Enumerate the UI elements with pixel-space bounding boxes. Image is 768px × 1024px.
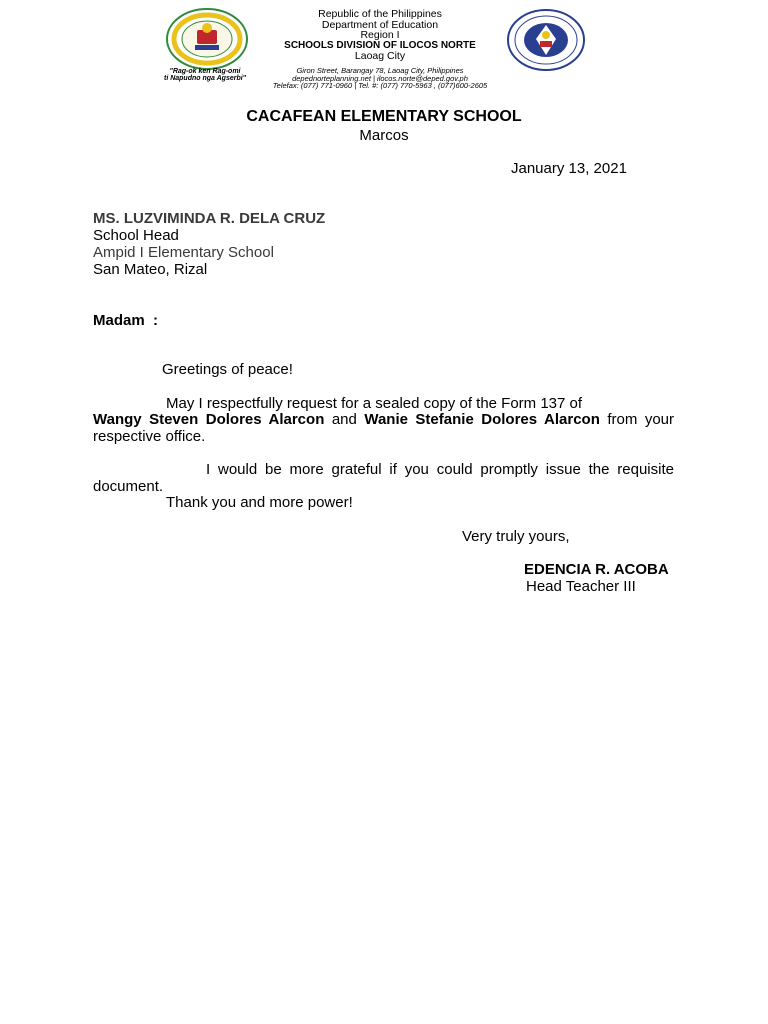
division-line: SCHOOLS DIVISION OF ILOCOS NORTE (284, 39, 476, 51)
student-name-2: Wanie Stefanie Dolores Alarcon (364, 411, 600, 428)
school-place: Marcos (359, 127, 409, 144)
request-tail: from your respective office. (93, 411, 674, 445)
division-motto: "Rag-ok ken Rag-omi ti Napudno nga Agserbi" (163, 68, 246, 83)
letter-date: January 13, 2021 (511, 160, 627, 177)
phones-line: Telefax: (077) 771-0960 | Tel. #: (077) 770-5963 , (077)600-2605 (272, 81, 488, 90)
recipient-school: Ampid I Elementary School (93, 244, 274, 261)
request-first-line: May I respectfully request for a sealed copy of the Form 137 of (166, 395, 583, 412)
signatory-title: Head Teacher III (526, 578, 636, 595)
address-line: Giron Street, Barangay 78, Laoag City, Philippines (296, 66, 464, 75)
student-name-1: Wangy Steven Dolores Alarcon (93, 411, 325, 428)
contacts-line: depednorteplanning.net | ilocos.norte@deped.gov.ph (292, 73, 468, 83)
salutation: Madam : (93, 312, 159, 329)
greeting: Greetings of peace! (162, 361, 293, 378)
deped-seal-icon (506, 9, 586, 71)
closing-phrase: Very truly yours, (462, 528, 570, 545)
letterhead-text (270, 9, 490, 90)
city-line: Laoag City (354, 49, 406, 62)
department-line: Department of Education (321, 18, 439, 31)
request-paragraph (93, 411, 674, 445)
grateful-paragraph (93, 461, 674, 495)
republic-line: Republic of the Philippines (318, 8, 442, 20)
recipient-name: MS. LUZVIMINDA R. DELA CRUZ (93, 210, 326, 227)
conjunction: and (324, 411, 365, 428)
recipient-position: School Head (93, 227, 179, 244)
region-line: Region I (360, 29, 400, 41)
school-name: CACAFEAN ELEMENTARY SCHOOL (246, 108, 522, 125)
grateful-text: I would be more grateful if you could promptly issue the requisite document. (93, 461, 674, 495)
signatory-name: EDENCIA R. ACOBA (524, 561, 669, 578)
thanks-line: Thank you and more power! (166, 494, 353, 511)
division-seal-icon (165, 8, 249, 70)
recipient-address: San Mateo, Rizal (93, 261, 208, 278)
